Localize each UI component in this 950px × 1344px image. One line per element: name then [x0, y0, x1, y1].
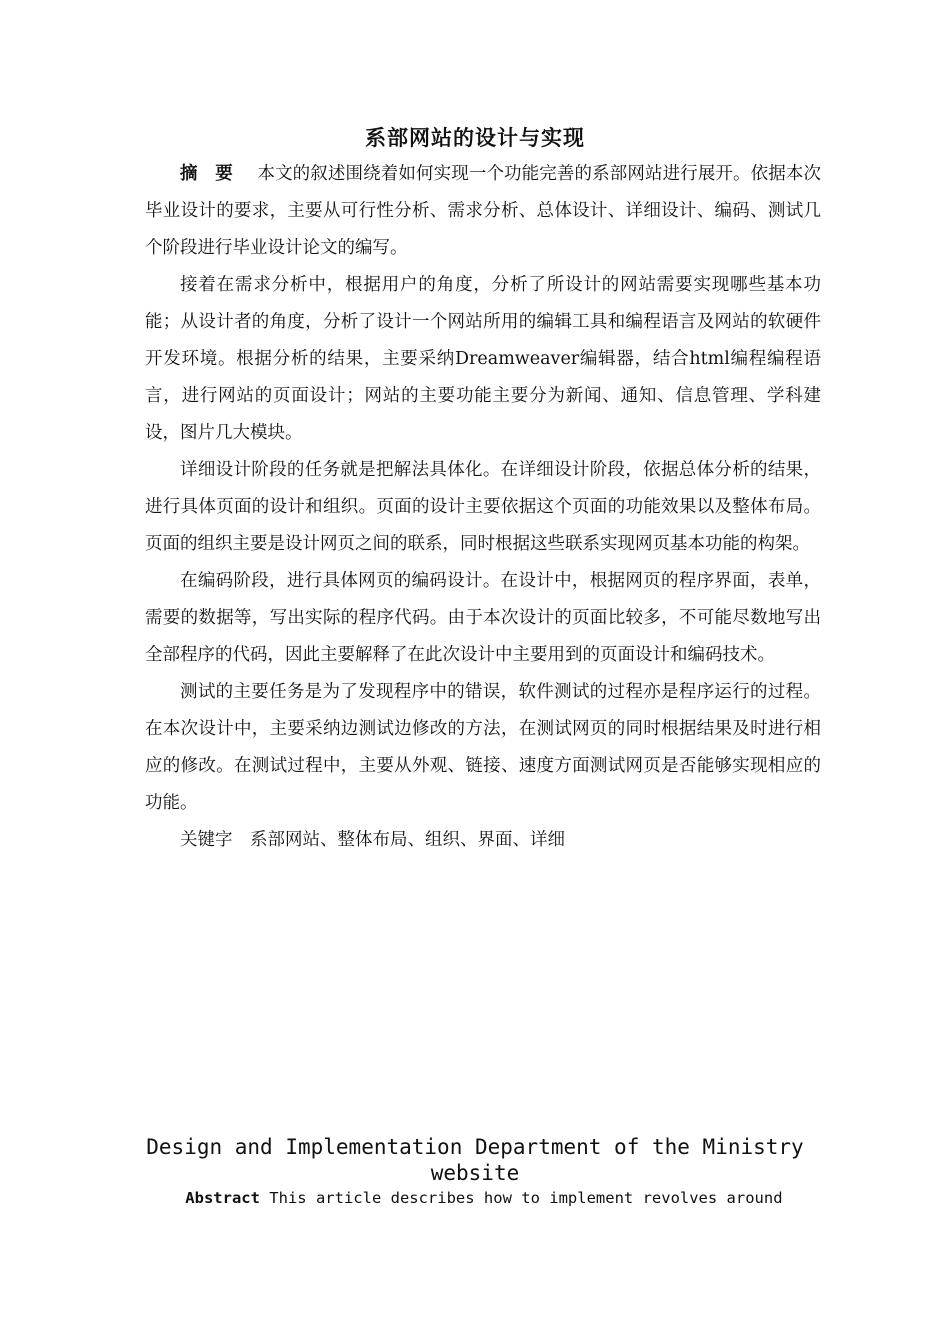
english-abstract-label: Abstract — [185, 1189, 260, 1207]
abstract-text-1: 本文的叙述围绕着如何实现一个功能完善的系部网站进行展开。依据本次毕业设计的要求，主要从可行性分析、需求分析、总体设计、详细设计、编码、测试几个阶段进行毕业设计论文的编写。 — [145, 164, 821, 258]
keywords-label: 关键字 — [180, 830, 233, 850]
abstract-paragraph-4: 在编码阶段，进行具体网页的编码设计。在设计中，根据网页的程序界面，表单，需要的数据等，写出实际的程序代码。由于本次设计的页面比较多，不可能尽数地写出全部程序的代码，因此主要解释了在此次设计中主要用到的页面设计和编码技术。 — [145, 571, 821, 665]
english-abstract — [145, 1186, 821, 1210]
abstract-paragraph-5: 测试的主要任务是为了发现程序中的错误，软件测试的过程亦是程序运行的过程。在本次设计中，主要采纳边测试边修改的方法，在测试网页的同时根据结果及时进行相应的修改。在测试过程中，主要从外观、链接、速度方面测试网页是否能够实现相应的功能。 — [145, 682, 821, 813]
keywords-line — [145, 822, 821, 859]
abstract-paragraph-3: 详细设计阶段的任务就是把解法具体化。在详细设计阶段，依据总体分析的结果，进行具体页面的设计和组织。页面的设计主要依据这个页面的功能效果以及整体布局。页面的组织主要是设计网页之间的联系，同时根据这些联系实现网页基本功能的构架。 — [145, 460, 821, 554]
chinese-title: 系部网站的设计与实现 — [365, 125, 585, 150]
abstract-paragraph-1 — [145, 156, 821, 267]
keywords-text: 系部网站、整体布局、组织、界面、详细 — [250, 830, 565, 850]
abstract-label: 摘 要 — [180, 164, 233, 184]
abstract-paragraph-2: 接着在需求分析中，根据用户的角度，分析了所设计的网站需要实现哪些基本功能；从设计者的角度，分析了设计一个网站所用的编辑工具和编程语言及网站的软硬件开发环境。根据分析的结果，主要采纳Dreamweaver编辑器，结合html编程编程语言，进行网站的页面设计；网站的主要功能主要分为新闻、通知、信息管理、学科建设，图片几大模块。 — [145, 275, 821, 443]
chinese-abstract — [145, 156, 821, 859]
english-abstract-text: This article describes how to implement revolves around — [269, 1189, 783, 1207]
english-title: Design and Implementation Department of the Ministry website — [146, 1135, 804, 1185]
